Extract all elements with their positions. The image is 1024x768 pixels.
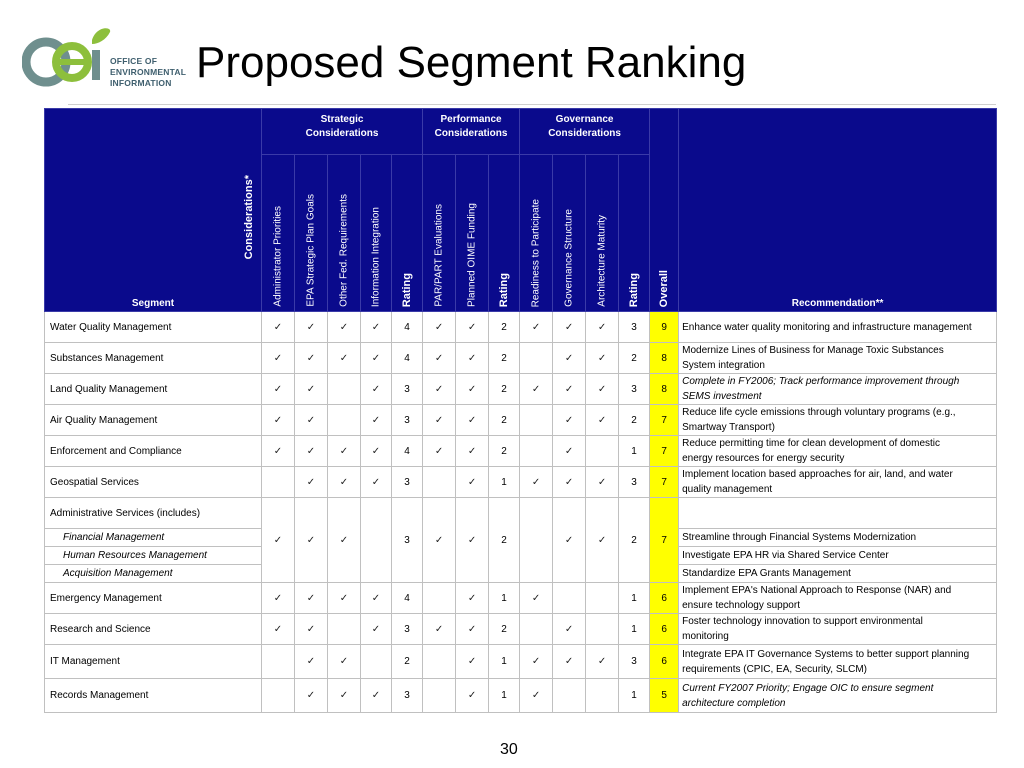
check-icon: ✓ bbox=[456, 436, 489, 467]
strategic-rating: 4 bbox=[392, 436, 423, 467]
recommendation-text: System integration bbox=[682, 360, 765, 371]
check-icon: ✓ bbox=[295, 374, 328, 405]
check-icon: ✓ bbox=[295, 645, 328, 679]
performance-rating: 2 bbox=[489, 436, 520, 467]
check-icon: ✓ bbox=[361, 374, 392, 405]
check-icon: ✓ bbox=[586, 498, 619, 583]
check-icon: ✓ bbox=[262, 312, 295, 343]
governance-rating: 2 bbox=[619, 498, 650, 583]
check-icon: ✓ bbox=[328, 343, 361, 374]
recommendation-text: Investigate EPA HR via Shared Service Center bbox=[682, 550, 889, 561]
strategic-group-header: Strategic Considerations bbox=[262, 109, 423, 155]
check-icon: ✓ bbox=[456, 312, 489, 343]
segment-name: Emergency Management bbox=[45, 583, 262, 614]
strategic-rating: 4 bbox=[392, 583, 423, 614]
check-icon: ✓ bbox=[295, 436, 328, 467]
governance-rating: 1 bbox=[619, 436, 650, 467]
check-icon: ✓ bbox=[456, 467, 489, 498]
empty-cell bbox=[520, 436, 553, 467]
table-row bbox=[45, 679, 997, 713]
recommendation-cell bbox=[679, 498, 997, 529]
check-icon: ✓ bbox=[295, 614, 328, 645]
overall-score: 5 bbox=[650, 679, 679, 713]
empty-cell bbox=[328, 405, 361, 436]
recommendation-text: Enhance water quality monitoring and infrastructure management bbox=[682, 321, 972, 333]
overall-score: 8 bbox=[650, 374, 679, 405]
check-icon: ✓ bbox=[553, 312, 586, 343]
recommendation-cell bbox=[679, 645, 997, 679]
recommendation-text: architecture completion bbox=[682, 697, 786, 709]
check-icon: ✓ bbox=[361, 583, 392, 614]
check-icon: ✓ bbox=[586, 343, 619, 374]
table-row bbox=[45, 467, 997, 498]
segment-header bbox=[45, 109, 262, 312]
oei-logo bbox=[22, 22, 192, 94]
page-title: Proposed Segment Ranking bbox=[196, 38, 747, 87]
check-icon: ✓ bbox=[295, 583, 328, 614]
recommendation-cell bbox=[679, 467, 997, 498]
check-icon: ✓ bbox=[586, 374, 619, 405]
check-icon: ✓ bbox=[361, 436, 392, 467]
empty-cell bbox=[586, 679, 619, 713]
strategic-rating: 3 bbox=[392, 498, 423, 583]
empty-cell bbox=[520, 405, 553, 436]
empty-cell bbox=[262, 467, 295, 498]
check-icon: ✓ bbox=[295, 343, 328, 374]
empty-cell bbox=[423, 583, 456, 614]
check-icon: ✓ bbox=[586, 405, 619, 436]
check-icon: ✓ bbox=[520, 467, 553, 498]
recommendation-cell bbox=[679, 583, 997, 614]
check-icon: ✓ bbox=[423, 343, 456, 374]
criteria-info-integration: Information Integration bbox=[361, 155, 392, 312]
overall-score: 6 bbox=[650, 614, 679, 645]
criteria-arch-maturity: Architecture Maturity bbox=[586, 155, 619, 312]
check-icon: ✓ bbox=[553, 405, 586, 436]
empty-cell bbox=[520, 343, 553, 374]
recommendation-text: requirements (CPIC, EA, Security, SLCM) bbox=[682, 663, 867, 675]
recommendation-text: Standardize EPA Grants Management bbox=[682, 568, 851, 579]
recommendation-text: Reduce permitting time for clean development of domestic bbox=[682, 438, 941, 449]
segment-ranking-table bbox=[44, 108, 997, 713]
check-icon: ✓ bbox=[262, 343, 295, 374]
check-icon: ✓ bbox=[423, 405, 456, 436]
performance-rating: 2 bbox=[489, 405, 520, 436]
recommendation-cell bbox=[679, 374, 997, 405]
strategic-rating: 3 bbox=[392, 374, 423, 405]
recommendation-text: Current FY2007 Priority; Engage OIC to ensure segment bbox=[682, 682, 934, 694]
performance-rating: 2 bbox=[489, 614, 520, 645]
empty-cell bbox=[520, 614, 553, 645]
recommendation-cell bbox=[679, 679, 997, 713]
criteria-admin-priorities: Administrator Priorities bbox=[262, 155, 295, 312]
recommendation-text: SEMS investment bbox=[682, 391, 762, 402]
empty-cell bbox=[586, 436, 619, 467]
segment-name: Land Quality Management bbox=[45, 374, 262, 405]
empty-cell bbox=[553, 679, 586, 713]
performance-rating: 1 bbox=[489, 679, 520, 713]
check-icon: ✓ bbox=[328, 583, 361, 614]
governance-rating: 3 bbox=[619, 374, 650, 405]
check-icon: ✓ bbox=[520, 645, 553, 679]
check-icon: ✓ bbox=[361, 614, 392, 645]
table-row bbox=[45, 374, 997, 405]
segment-name: Water Quality Management bbox=[45, 312, 262, 343]
segment-header-label: Segment bbox=[131, 298, 175, 309]
check-icon: ✓ bbox=[456, 583, 489, 614]
check-icon: ✓ bbox=[328, 645, 361, 679]
strategic-rating: 4 bbox=[392, 312, 423, 343]
empty-cell bbox=[262, 645, 295, 679]
check-icon: ✓ bbox=[295, 498, 328, 583]
empty-cell bbox=[520, 498, 553, 583]
empty-cell bbox=[586, 583, 619, 614]
segment-name: Records Management bbox=[45, 679, 262, 713]
recommendation-cell bbox=[679, 547, 997, 565]
overall-score: 6 bbox=[650, 645, 679, 679]
recommendation-cell bbox=[679, 405, 997, 436]
check-icon: ✓ bbox=[553, 498, 586, 583]
strategic-rating: 2 bbox=[392, 645, 423, 679]
check-icon: ✓ bbox=[423, 374, 456, 405]
table-row bbox=[45, 312, 997, 343]
check-icon: ✓ bbox=[553, 374, 586, 405]
sub-segment-name: Human Resources Management bbox=[45, 547, 262, 565]
check-icon: ✓ bbox=[456, 498, 489, 583]
check-icon: ✓ bbox=[586, 312, 619, 343]
empty-cell bbox=[423, 679, 456, 713]
governance-rating: 2 bbox=[619, 405, 650, 436]
check-icon: ✓ bbox=[456, 645, 489, 679]
overall-score: 7 bbox=[650, 498, 679, 583]
segment-name: Substances Management bbox=[45, 343, 262, 374]
logo-text: OFFICE OF ENVIRONMENTAL INFORMATION bbox=[110, 56, 187, 88]
check-icon: ✓ bbox=[456, 405, 489, 436]
recommendation-text: Implement EPA's National Approach to Response (NAR) and bbox=[682, 585, 952, 596]
criteria-governance-structure: Governance Structure bbox=[553, 155, 586, 312]
governance-rating: 1 bbox=[619, 679, 650, 713]
segment-name: Geospatial Services bbox=[45, 467, 262, 498]
table-row bbox=[45, 645, 997, 679]
governance-rating: 2 bbox=[619, 343, 650, 374]
segment-name: Air Quality Management bbox=[45, 405, 262, 436]
strategic-rating: 3 bbox=[392, 679, 423, 713]
check-icon: ✓ bbox=[456, 343, 489, 374]
recommendation-cell bbox=[679, 614, 997, 645]
check-icon: ✓ bbox=[361, 405, 392, 436]
check-icon: ✓ bbox=[456, 679, 489, 713]
check-icon: ✓ bbox=[262, 374, 295, 405]
table-row bbox=[45, 583, 997, 614]
strategic-rating: 3 bbox=[392, 467, 423, 498]
strategic-rating: 3 bbox=[392, 614, 423, 645]
check-icon: ✓ bbox=[423, 614, 456, 645]
check-icon: ✓ bbox=[262, 405, 295, 436]
strategic-rating: 3 bbox=[392, 405, 423, 436]
check-icon: ✓ bbox=[295, 405, 328, 436]
overall-score: 7 bbox=[650, 405, 679, 436]
performance-rating: 2 bbox=[489, 312, 520, 343]
recommendation-cell bbox=[679, 529, 997, 547]
check-icon: ✓ bbox=[262, 614, 295, 645]
sub-segment-name: Acquisition Management bbox=[45, 565, 262, 583]
governance-rating: 1 bbox=[619, 614, 650, 645]
check-icon: ✓ bbox=[262, 583, 295, 614]
segment-name: Enforcement and Compliance bbox=[45, 436, 262, 467]
check-icon: ✓ bbox=[361, 467, 392, 498]
check-icon: ✓ bbox=[553, 614, 586, 645]
empty-cell bbox=[423, 467, 456, 498]
recommendation-cell bbox=[679, 565, 997, 583]
empty-cell bbox=[423, 645, 456, 679]
check-icon: ✓ bbox=[361, 343, 392, 374]
performance-rating: 1 bbox=[489, 583, 520, 614]
strategic-rating-header: Rating bbox=[392, 155, 423, 312]
governance-group-header: Governance Considerations bbox=[520, 109, 650, 155]
check-icon: ✓ bbox=[520, 679, 553, 713]
check-icon: ✓ bbox=[553, 436, 586, 467]
recommendation-cell bbox=[679, 343, 997, 374]
segment-name: Research and Science bbox=[45, 614, 262, 645]
recommendation-text: Modernize Lines of Business for Manage Toxic Substances bbox=[682, 345, 944, 356]
criteria-readiness: Readiness to Participate bbox=[520, 155, 553, 312]
performance-rating-header: Rating bbox=[489, 155, 520, 312]
overall-header: Overall bbox=[650, 109, 679, 312]
performance-rating: 2 bbox=[489, 343, 520, 374]
check-icon: ✓ bbox=[553, 645, 586, 679]
table-row bbox=[45, 405, 997, 436]
check-icon: ✓ bbox=[328, 312, 361, 343]
empty-cell bbox=[262, 679, 295, 713]
oei-logo-mark bbox=[22, 22, 112, 94]
overall-score: 9 bbox=[650, 312, 679, 343]
check-icon: ✓ bbox=[586, 467, 619, 498]
recommendation-text: Complete in FY2006; Track performance improvement through bbox=[682, 376, 960, 387]
recommendation-text: Foster technology innovation to support environmental bbox=[682, 616, 923, 627]
criteria-par-part: PAR/PART Evaluations bbox=[423, 155, 456, 312]
governance-rating: 1 bbox=[619, 583, 650, 614]
check-icon: ✓ bbox=[553, 343, 586, 374]
recommendation-text: Reduce life cycle emissions through voluntary programs (e.g., bbox=[682, 407, 956, 418]
criteria-strategic-goals: EPA Strategic Plan Goals bbox=[295, 155, 328, 312]
check-icon: ✓ bbox=[295, 679, 328, 713]
governance-rating-header: Rating bbox=[619, 155, 650, 312]
check-icon: ✓ bbox=[262, 436, 295, 467]
governance-rating: 3 bbox=[619, 467, 650, 498]
title-divider bbox=[68, 104, 996, 105]
check-icon: ✓ bbox=[328, 498, 361, 583]
empty-cell bbox=[361, 645, 392, 679]
recommendation-text: Smartway Transport) bbox=[682, 422, 775, 433]
recommendation-cell bbox=[679, 312, 997, 343]
criteria-oime-funding: Planned OIME Funding bbox=[456, 155, 489, 312]
page-number: 30 bbox=[500, 741, 518, 758]
recommendation-text: quality management bbox=[682, 484, 773, 495]
empty-cell bbox=[328, 374, 361, 405]
check-icon: ✓ bbox=[586, 645, 619, 679]
check-icon: ✓ bbox=[520, 583, 553, 614]
recommendation-cell bbox=[679, 436, 997, 467]
performance-rating: 2 bbox=[489, 498, 520, 583]
empty-cell bbox=[328, 614, 361, 645]
check-icon: ✓ bbox=[262, 498, 295, 583]
empty-cell bbox=[586, 614, 619, 645]
recommendation-text: energy resources for energy security bbox=[682, 453, 845, 464]
check-icon: ✓ bbox=[520, 374, 553, 405]
check-icon: ✓ bbox=[423, 312, 456, 343]
recommendation-text: Implement location based approaches for air, land, and water bbox=[682, 469, 953, 480]
check-icon: ✓ bbox=[456, 374, 489, 405]
check-icon: ✓ bbox=[423, 436, 456, 467]
check-icon: ✓ bbox=[361, 312, 392, 343]
recommendation-text: Streamline through Financial Systems Modernization bbox=[682, 532, 917, 543]
check-icon: ✓ bbox=[295, 312, 328, 343]
recommendation-header: Recommendation** bbox=[679, 109, 997, 312]
governance-rating: 3 bbox=[619, 312, 650, 343]
table-row bbox=[45, 343, 997, 374]
recommendation-text: monitoring bbox=[682, 631, 729, 642]
overall-score: 7 bbox=[650, 436, 679, 467]
table-row bbox=[45, 614, 997, 645]
governance-rating: 3 bbox=[619, 645, 650, 679]
overall-score: 6 bbox=[650, 583, 679, 614]
recommendation-text: Integrate EPA IT Governance Systems to better support planning bbox=[682, 648, 970, 660]
check-icon: ✓ bbox=[423, 498, 456, 583]
overall-score: 7 bbox=[650, 467, 679, 498]
check-icon: ✓ bbox=[520, 312, 553, 343]
overall-score: 8 bbox=[650, 343, 679, 374]
sub-segment-name: Financial Management bbox=[45, 529, 262, 547]
segment-name: Administrative Services (includes) bbox=[45, 498, 262, 529]
performance-rating: 1 bbox=[489, 467, 520, 498]
table-row bbox=[45, 498, 997, 529]
performance-rating: 2 bbox=[489, 374, 520, 405]
recommendation-text: ensure technology support bbox=[682, 600, 800, 611]
check-icon: ✓ bbox=[295, 467, 328, 498]
strategic-rating: 4 bbox=[392, 343, 423, 374]
considerations-header: Considerations* bbox=[243, 174, 255, 259]
check-icon: ✓ bbox=[361, 679, 392, 713]
performance-group-header: Performance Considerations bbox=[423, 109, 520, 155]
check-icon: ✓ bbox=[328, 679, 361, 713]
empty-cell bbox=[553, 583, 586, 614]
performance-rating: 1 bbox=[489, 645, 520, 679]
segment-name: IT Management bbox=[45, 645, 262, 679]
table-row bbox=[45, 436, 997, 467]
check-icon: ✓ bbox=[553, 467, 586, 498]
check-icon: ✓ bbox=[328, 436, 361, 467]
criteria-other-fed: Other Fed. Requirements bbox=[328, 155, 361, 312]
check-icon: ✓ bbox=[456, 614, 489, 645]
empty-cell bbox=[361, 498, 392, 583]
check-icon: ✓ bbox=[328, 467, 361, 498]
